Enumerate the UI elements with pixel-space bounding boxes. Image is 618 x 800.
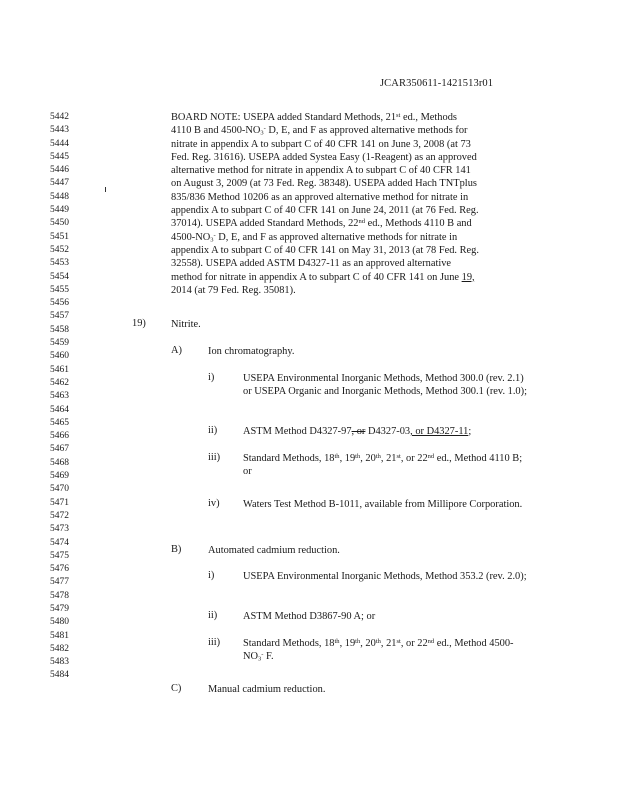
line-number: 5446 <box>50 165 69 176</box>
subsection-label: C) <box>171 683 182 694</box>
line-number: 5484 <box>50 670 69 681</box>
item-text: Waters Test Method B-1011, available from Millipore Corporation. <box>243 499 523 510</box>
line-number: 5463 <box>50 391 69 402</box>
section-title: Nitrite. <box>171 319 201 330</box>
line-number: 5453 <box>50 258 69 269</box>
text-line: 32558). USEPA added ASTM D4327-11 as an approved alternative <box>171 258 452 270</box>
board-note <box>171 111 511 297</box>
line-number: 5470 <box>50 484 69 495</box>
text-line: nitrate in appendix A to subpart C of 40 CFR 141 on June 3, 2008 (at 73 <box>171 138 471 150</box>
text-line: appendix A to subpart C of 40 CFR 141 on June 24, 2011 (at 76 Fed. Reg. <box>171 205 479 217</box>
line-number: 5456 <box>50 298 69 309</box>
line-number: 5483 <box>50 657 69 668</box>
line-number: 5462 <box>50 377 69 388</box>
item-text: USEPA Environmental Inorganic Methods, Method 300.0 (rev. 2.1) or USEPA Organic and Inorganic Methods, Method 300.1 (rev. 1.0); <box>243 373 527 398</box>
line-number: 5480 <box>50 617 69 628</box>
subsection-label: A) <box>171 345 182 356</box>
line-number: 5450 <box>50 218 69 229</box>
line-number: 5466 <box>50 431 69 442</box>
line-number: 5477 <box>50 577 69 588</box>
line-number: 5452 <box>50 244 69 255</box>
line-number: 5468 <box>50 457 69 468</box>
text-line: 2014 (at 79 Fed. Reg. 35081). <box>171 284 296 296</box>
item-label: i) <box>208 372 215 383</box>
text-line: BOARD NOTE: USEPA added Standard Methods, 21st ed., Methods <box>171 111 457 123</box>
line-number: 5451 <box>50 231 69 242</box>
text-line: on August 3, 2009 (at 73 Fed. Reg. 38348). USEPA added Hach TNTplus <box>171 178 477 190</box>
item-label: iii) <box>208 637 221 648</box>
line-number: 5478 <box>50 590 69 601</box>
line-number: 5445 <box>50 151 69 162</box>
subsection-title: Ion chromatography. <box>208 346 295 357</box>
item-label: ii) <box>208 425 218 436</box>
line-number: 5471 <box>50 497 69 508</box>
item-text: ASTM Method D3867-90 A; or <box>243 611 376 622</box>
subsection-title: Manual cadmium reduction. <box>208 684 326 695</box>
item-text: ASTM Method D4327-97, or D4327-03, or D4327-11; <box>243 426 472 437</box>
line-number: 5449 <box>50 205 69 216</box>
line-number: 5458 <box>50 324 69 335</box>
line-number: 5481 <box>50 630 69 641</box>
line-number: 5479 <box>50 603 69 614</box>
document-id: JCAR350611-1421513r01 <box>380 78 494 89</box>
line-number: 5461 <box>50 364 69 375</box>
item-text: Standard Methods, 18th, 19th, 20th, 21st, or 22nd ed., Method 4110 B; or <box>243 452 523 478</box>
text-line: 835/836 Method 10206 as an approved alternative method for nitrate in <box>171 191 469 203</box>
line-number: 5467 <box>50 444 69 455</box>
line-number: 5474 <box>50 537 69 548</box>
text-line: $4500-NO_3^-$ D, E, and F as approved alternative methods for nitrate in <box>171 231 458 244</box>
text-line: 37014). USEPA added Standard Methods, 22nd ed., Methods 4110 B and <box>171 218 472 230</box>
item-text: Standard Methods, 18th, 19th, 20th, 21st, or 22nd ed., Method $4500-NO_3^-$ F. <box>243 637 514 663</box>
text-line: alternative method for nitrate in appendix A to subpart C of 40 CFR 141 <box>171 165 471 177</box>
subsection-label: B) <box>171 544 182 555</box>
item-label: i) <box>208 570 215 581</box>
line-number: 5464 <box>50 404 69 415</box>
line-number: 5482 <box>50 643 69 654</box>
line-number: 5476 <box>50 564 69 575</box>
line-number: 5465 <box>50 417 69 428</box>
line-number: 5469 <box>50 471 69 482</box>
item-label: iii) <box>208 452 221 463</box>
line-number: 5454 <box>50 271 69 282</box>
text-line: method for nitrate in appendix A to subpart C of 40 CFR 141 on June 19, <box>171 271 475 283</box>
item-text: USEPA Environmental Inorganic Methods, Method 353.2 (rev. 2.0); <box>243 571 527 582</box>
line-number: 5475 <box>50 550 69 561</box>
line-number: 5448 <box>50 191 69 202</box>
text-line: 4110 B and $4500-NO_3^-$ D, E, and F as approved alternative methods for <box>171 125 468 137</box>
line-number: 5457 <box>50 311 69 322</box>
line-number: 5460 <box>50 351 69 362</box>
line-number: 5444 <box>50 138 69 149</box>
item-label: ii) <box>208 610 218 621</box>
line-number: 5455 <box>50 284 69 295</box>
line-number: 5447 <box>50 178 69 189</box>
line-number: 5443 <box>50 125 69 136</box>
section-number: 19) <box>132 318 146 329</box>
item-label: iv) <box>208 498 220 509</box>
line-number: 5459 <box>50 338 69 349</box>
text-line: Fed. Reg. 31616). USEPA added Systea Easy (1-Reagent) as an approved <box>171 151 477 163</box>
line-number: 5473 <box>50 524 69 535</box>
text-line: appendix A to subpart C of 40 CFR 141 on May 31, 2013 (at 78 Fed. Reg. <box>171 244 479 256</box>
line-number: 5472 <box>50 510 69 521</box>
line-number: 5442 <box>50 112 69 122</box>
subsection-title: Automated cadmium reduction. <box>208 545 340 556</box>
